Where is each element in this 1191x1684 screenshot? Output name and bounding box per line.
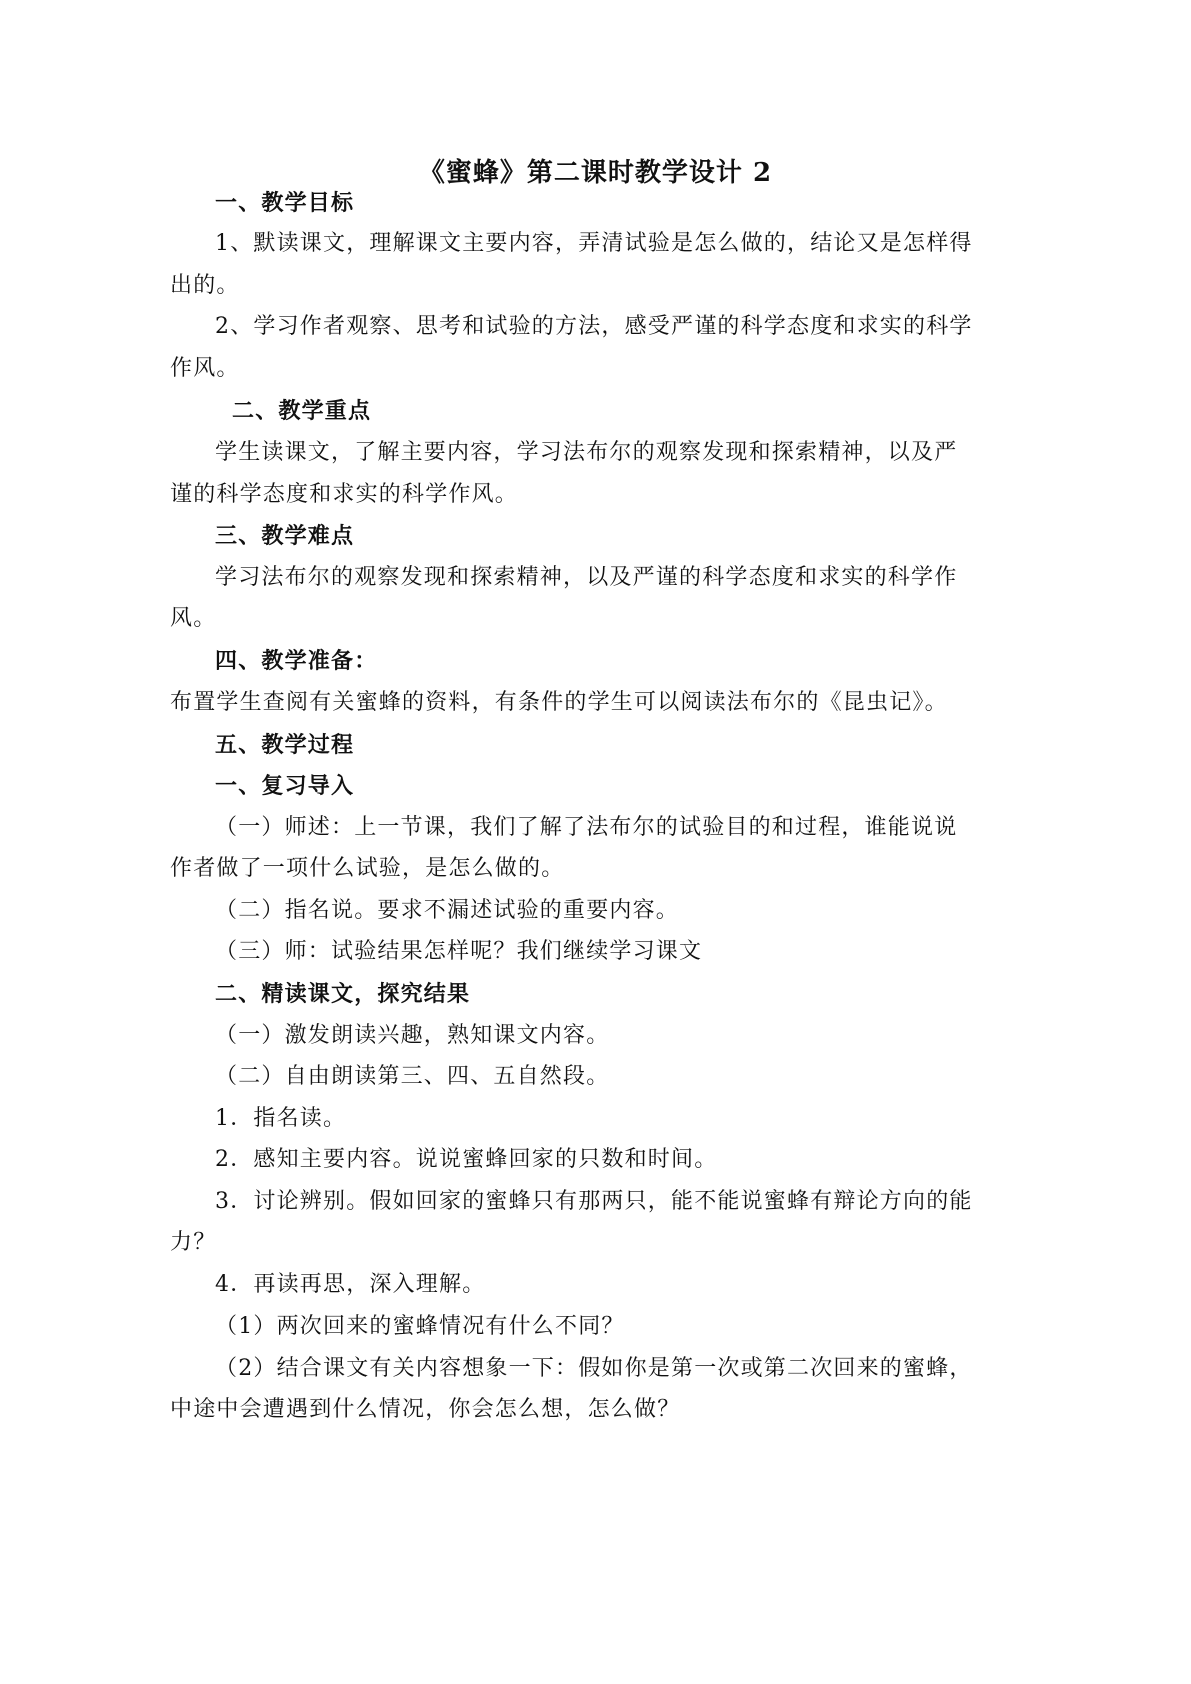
paragraph-line: 1．指名读。: [215, 1106, 347, 1131]
paragraph-line: 力？: [170, 1230, 217, 1255]
paragraph-line: 谨的科学态度和求实的科学作风。: [170, 482, 519, 507]
paragraph-line: （三）师：试验结果怎样呢？我们继续学习课文: [215, 939, 703, 964]
paragraph-line: （二）自由朗读第三、四、五自然段。: [215, 1064, 610, 1089]
paragraph-line: （1）两次回来的蜜蜂情况有什么不同？: [215, 1314, 625, 1339]
paragraph-line: 2．感知主要内容。说说蜜蜂回家的只数和时间。: [215, 1147, 718, 1172]
heading-teaching-preparation: 四、教学准备：: [215, 648, 378, 674]
heading-teaching-goals: 一、教学目标: [215, 190, 355, 216]
paragraph-line: （2）结合课文有关内容想象一下：假如你是第一次或第二次回来的蜜蜂，: [215, 1356, 973, 1381]
paragraph-line: 学习法布尔的观察发现和探索精神，以及严谨的科学态度和求实的科学作: [215, 565, 958, 590]
paragraph-line: 风。: [170, 606, 217, 631]
paragraph-line: 中途中会遭遇到什么情况，你会怎么想，怎么做？: [170, 1397, 681, 1422]
paragraph-line: 4．再读再思，深入理解。: [215, 1272, 486, 1297]
paragraph-line: 1、默读课文，理解课文主要内容，弄清试验是怎么做的，结论又是怎样得: [215, 231, 973, 256]
paragraph-line: （二）指名说。要求不漏述试验的重要内容。: [215, 898, 680, 923]
paragraph-line: （一）激发朗读兴趣，熟知课文内容。: [215, 1023, 610, 1048]
heading-close-reading: 二、精读课文，探究结果: [215, 981, 471, 1007]
heading-teaching-difficulty: 三、教学难点: [215, 523, 355, 549]
document-title: 《蜜蜂》第二课时教学设计 2: [418, 158, 773, 188]
paragraph-line: 学生读课文，了解主要内容，学习法布尔的观察发现和探索精神，以及严: [215, 440, 958, 465]
paragraph-line: 布置学生查阅有关蜜蜂的资料，有条件的学生可以阅读法布尔的《昆虫记》。: [170, 690, 948, 715]
paragraph-line: 3．讨论辨别。假如回家的蜜蜂只有那两只，能不能说蜜蜂有辩论方向的能: [215, 1189, 973, 1214]
paragraph-line: 2、学习作者观察、思考和试验的方法，感受严谨的科学态度和求实的科学: [215, 314, 973, 339]
heading-review-intro: 一、复习导入: [215, 773, 355, 799]
heading-teaching-process: 五、教学过程: [215, 732, 355, 758]
paragraph-line: 出的。: [170, 273, 240, 298]
heading-teaching-focus: 二、教学重点: [232, 398, 372, 424]
paragraph-line: （一）师述：上一节课，我们了解了法布尔的试验目的和过程，谁能说说: [215, 815, 958, 840]
paragraph-line: 作风。: [170, 356, 240, 381]
paragraph-line: 作者做了一项什么试验，是怎么做的。: [170, 856, 565, 881]
